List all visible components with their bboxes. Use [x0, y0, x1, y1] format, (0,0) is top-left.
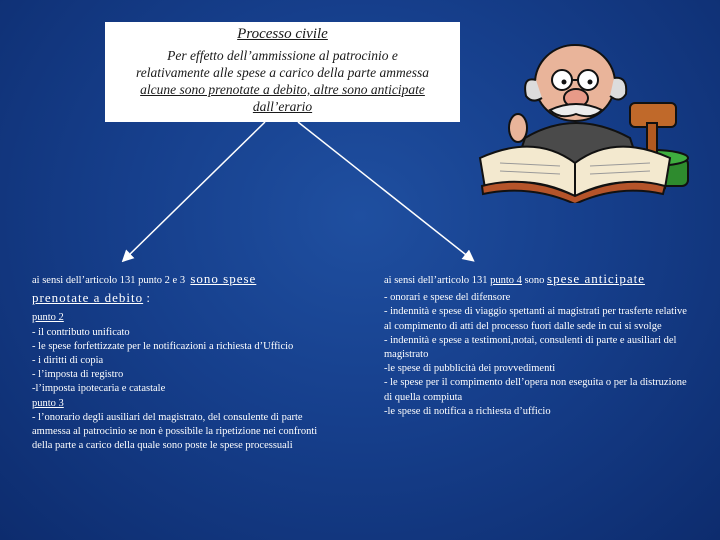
- subtitle-line-1: Per effetto dell’ammissione al patrocinio e: [167, 48, 398, 63]
- subtitle-line-3: alcune sono prenotate a debito, altre sono anticipate: [140, 82, 425, 97]
- left-emphasis-a: sono spese: [190, 271, 257, 286]
- right-intro-a: ai sensi dell’articolo 131: [384, 275, 491, 286]
- subtitle-line-4: dall’erario: [252, 99, 313, 114]
- list-item: - l’imposta di registro: [32, 369, 124, 381]
- list-item: - le spese forfettizzate per le notificazioni a richiesta d’Ufficio: [32, 340, 294, 352]
- punto3-heading: punto 3: [32, 397, 64, 409]
- list-item: - indennità e spese a testimoni,notai, consulenti di parte e ausiliari del magistrato: [384, 334, 677, 361]
- list-item: - indennità e spese di viaggio spettanti ai magistrati per trasferte relative al compimento di atti del processo fuori dalle sede in cui si svolge: [384, 306, 687, 332]
- list-item: - i diritti di copia: [32, 355, 104, 367]
- list-item: -le spese di notifica a richiesta d’ufficio: [384, 405, 551, 417]
- right-intro-punto: punto 4: [490, 275, 522, 286]
- left-intro-text: ai sensi dell’articolo 131 punto 2 e 3: [32, 275, 186, 286]
- judge-illustration: [470, 28, 695, 203]
- punto3-text: - l’onorario degli ausiliari del magistrato, del consulente di parte ammessa al patrocinio se non è possibile la ripetizione nei confronti della parte a carico della quale sono poste le spese processuali: [32, 411, 318, 452]
- right-column: [384, 272, 696, 419]
- slide-subtitle: [105, 47, 460, 115]
- left-emphasis-suffix: :: [143, 290, 151, 306]
- subtitle-line-2: relativamente alle spese a carico della parte ammessa: [135, 65, 430, 80]
- left-emphasis-b: prenotate a debito: [32, 290, 144, 306]
- list-item: - onorari e spese del difensore: [384, 292, 511, 304]
- right-intro-b: sono: [521, 275, 548, 286]
- punto2-list: [32, 326, 324, 397]
- slide-title: Processo civile: [237, 26, 328, 42]
- right-intro: [384, 272, 696, 288]
- left-emphasis-line: [32, 291, 324, 307]
- list-item: - il contributo unificato: [32, 326, 130, 338]
- punto2-heading: punto 2: [32, 312, 64, 324]
- list-item: -l’imposta ipotecaria e catastale: [32, 383, 166, 395]
- arrow-left: [126, 122, 265, 258]
- title-box: [105, 22, 460, 122]
- left-intro: [32, 272, 324, 288]
- arrow-right: [298, 122, 470, 258]
- right-list: [384, 291, 696, 419]
- left-column: [32, 272, 324, 453]
- list-item: - le spese per il compimento dell’opera non eseguita o per la distruzione di quella compiuta: [384, 377, 687, 403]
- list-item: -le spese di pubblicità dei provvedimenti: [384, 363, 556, 375]
- right-emphasis: spese anticipate: [547, 271, 645, 286]
